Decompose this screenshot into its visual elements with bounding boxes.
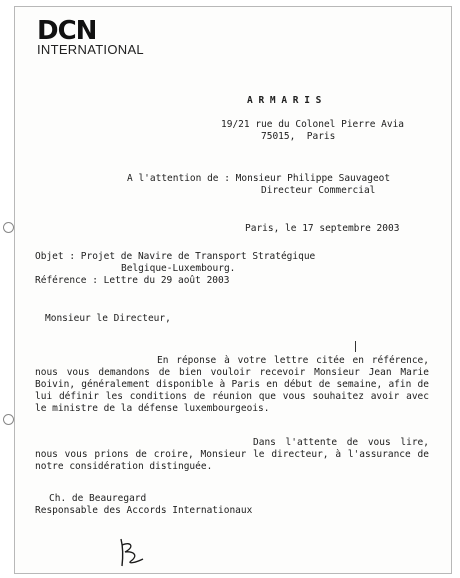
subject-line: Objet : Projet de Navire de Transport Stratégique [35,251,316,262]
handwritten-signature [113,535,147,569]
reference-line: Référence : Lettre du 29 août 2003 [35,275,230,286]
dcn-international-logo [37,16,144,57]
sender-name: Ch. de Beauregard [49,493,147,504]
margin-mark [355,341,356,352]
letter-page [14,6,452,574]
addressee-company: A R M A R I S [247,95,322,106]
logo-dcn-text: DCN [37,16,97,46]
attention-line: A l'attention de : Monsieur Philippe Sauvageot [127,173,391,184]
punch-hole-bottom [3,414,14,425]
addressee-street: 19/21 rue du Colonel Pierre Avia [221,119,405,130]
attention-role: Directeur Commercial [261,185,376,196]
punch-hole-top [3,222,14,233]
date-line: Paris, le 17 septembre 2003 [245,223,400,234]
addressee-city: 75015, Paris [261,131,336,142]
salutation: Monsieur le Directeur, [45,313,171,324]
sender-title: Responsable des Accords Internationaux [35,505,253,516]
body-paragraph-1: En réponse à votre lettre citée en référence, nous vous demandons de bien vouloir recevoir Monsieur Jean Marie Boivin, généralement disponible à Paris en début de semaine, afin de lui définir les conditions de réunion que vous souhaitez avoir avec le ministre de la défense luxembourgeois. [35,355,429,414]
body-paragraph-2: Dans l'attente de vous lire, nous vous prions de croire, Monsieur le directeur, à l'assurance de notre considération distinguée. [35,437,429,472]
subject-line-2: Belgique-Luxembourg. [121,263,236,274]
logo-international-text: INTERNATIONAL [37,42,144,57]
